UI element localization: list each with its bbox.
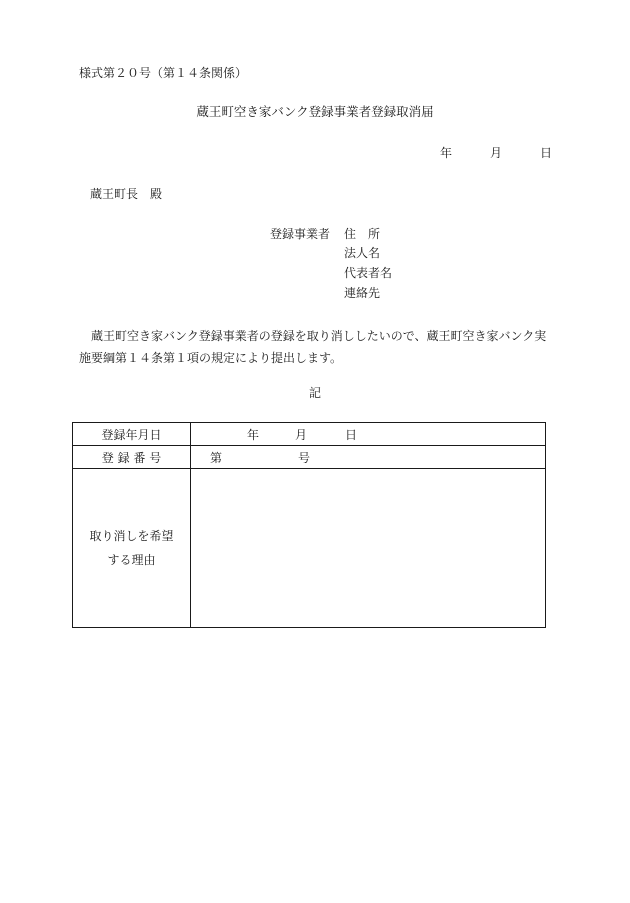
reason-value[interactable] xyxy=(191,469,546,628)
field-contact-label: 連絡先 xyxy=(344,286,381,300)
reg-number-prefix: 第 xyxy=(210,451,223,465)
registration-date-value[interactable] xyxy=(191,423,546,446)
reason-label xyxy=(73,469,191,628)
date-month-label: 月 xyxy=(490,146,503,160)
date-year-label: 年 xyxy=(440,146,453,160)
form-number: 様式第２０号（第１４条関係） xyxy=(79,66,248,80)
reason-label-line2: する理由 xyxy=(107,553,156,567)
field-address-label: 住 所 xyxy=(344,227,381,241)
field-corporation-label: 法人名 xyxy=(344,246,381,260)
reason-label-line1: 取り消しを希望 xyxy=(89,529,174,543)
registration-date-label: 登録年月日 xyxy=(73,423,191,446)
body-paragraph: 蔵王町空き家バンク登録事業者の登録を取り消ししたいので、蔵王町空き家バンク実施要綱第１４条第１項の規定により提出します。 xyxy=(79,329,547,365)
field-representative-label: 代表者名 xyxy=(344,266,393,280)
registration-number-value[interactable] xyxy=(191,446,546,469)
applicant-label: 登録事業者 xyxy=(270,227,331,241)
registration-number-label: 登 録 番 号 xyxy=(73,446,191,469)
info-table xyxy=(72,422,546,628)
reg-month-label: 月 xyxy=(295,428,308,442)
table-row-registration-number xyxy=(73,446,546,469)
date-line xyxy=(440,145,552,161)
reg-day-label: 日 xyxy=(345,428,358,442)
date-day-label: 日 xyxy=(540,146,553,160)
reg-year-label: 年 xyxy=(247,428,260,442)
ki-heading: 記 xyxy=(308,386,321,400)
table-row-registration-date xyxy=(73,423,546,446)
document-title: 蔵王町空き家バンク登録事業者登録取消届 xyxy=(196,104,434,119)
addressee: 蔵王町長 殿 xyxy=(90,187,163,201)
table-row-reason xyxy=(73,469,546,628)
reg-number-suffix: 号 xyxy=(298,451,311,465)
